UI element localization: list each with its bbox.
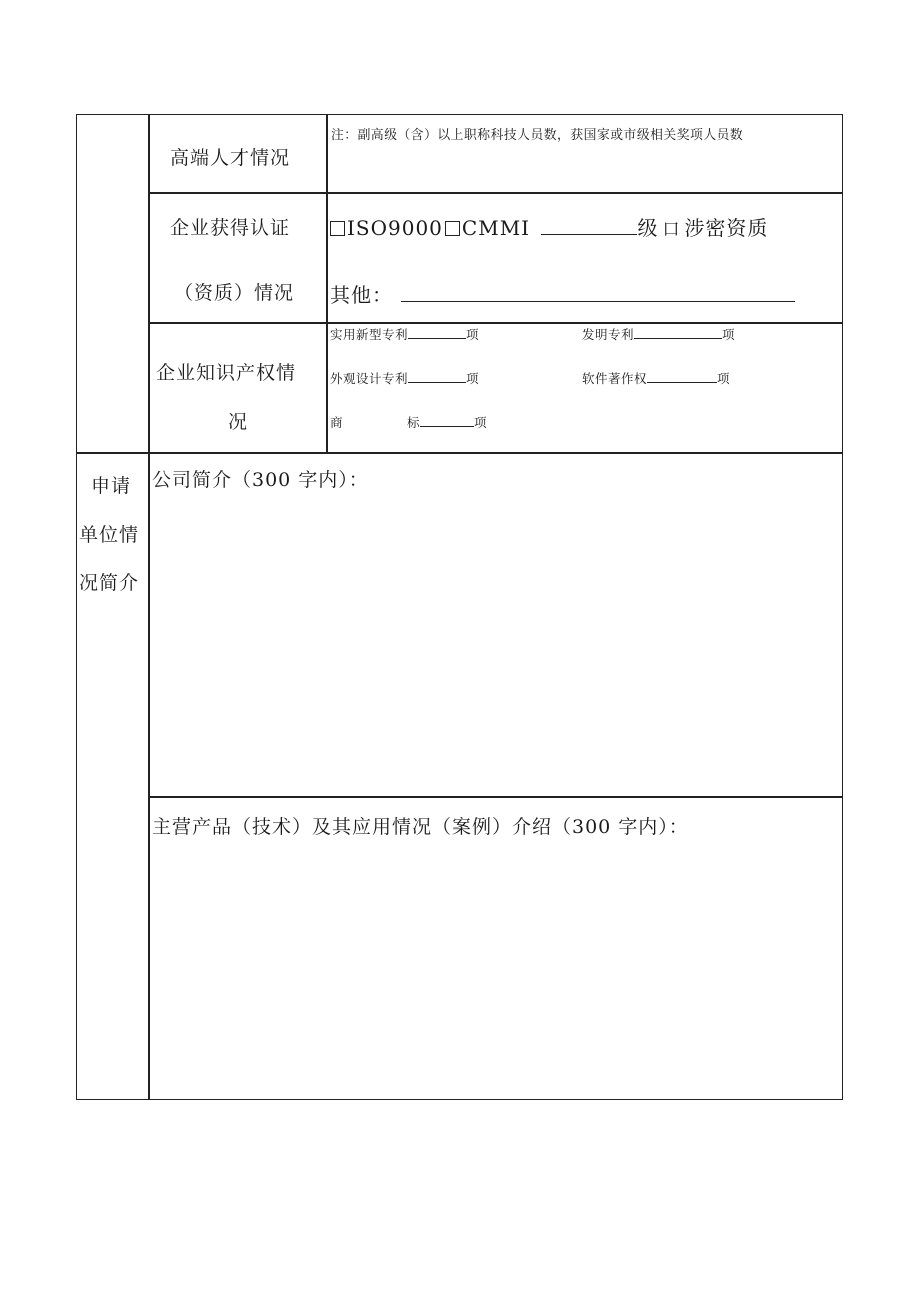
trademark xyxy=(330,413,487,431)
row-divider-2 xyxy=(148,322,843,324)
certification-label-line2: （资质）情况 xyxy=(174,282,295,304)
software-copyright-blank[interactable] xyxy=(647,382,717,383)
iso-option-label: ISO9000 xyxy=(347,216,443,240)
row-divider-3 xyxy=(76,452,843,454)
cmmi-level-suffix: 级 xyxy=(637,216,659,240)
products-intro-heading: 主营产品（技术）及其应用情况（案例）介绍（300 字内）： xyxy=(152,816,689,838)
design-patent-blank[interactable] xyxy=(408,382,466,383)
software-copyright-label: 软件著作权 xyxy=(582,371,648,386)
talent-label: 高端人才情况 xyxy=(170,147,291,169)
ip-label-line2: 况 xyxy=(228,411,249,433)
trademark-unit: 项 xyxy=(474,415,488,430)
design-patent-unit: 项 xyxy=(466,371,480,386)
trademark-char2: 标 xyxy=(407,415,421,430)
company-intro-heading: 公司简介（300 字内）： xyxy=(152,469,369,491)
trademark-blank[interactable] xyxy=(420,426,474,427)
section-side-label-line3: 况简介 xyxy=(79,572,140,594)
row-divider-1 xyxy=(148,192,843,194)
talent-note: 注：副高级（含）以上职称科技人员数，获国家或市级相关奖项人员数 xyxy=(331,128,744,143)
other-label: 其他： xyxy=(330,283,393,307)
invention-patent-blank[interactable] xyxy=(634,338,722,339)
invention-patent-label: 发明专利 xyxy=(582,327,635,342)
column-divider-2 xyxy=(326,114,328,453)
secret-checkbox[interactable]: 口 xyxy=(662,220,681,240)
ip-label-line1: 企业知识产权情 xyxy=(156,362,297,384)
secret-option-label: 涉密资质 xyxy=(684,216,769,240)
products-intro-area[interactable] xyxy=(150,846,840,1096)
iso-checkbox[interactable] xyxy=(330,221,345,236)
section-side-label-line1: 申请 xyxy=(91,475,132,497)
cmmi-option-label: CMMI xyxy=(461,216,531,240)
trademark-char1: 商 xyxy=(330,415,344,430)
company-intro-area[interactable] xyxy=(150,500,840,792)
other-certification xyxy=(330,279,795,308)
software-copyright-unit: 项 xyxy=(717,371,731,386)
section-side-label-line2: 单位情 xyxy=(79,524,140,546)
design-patent xyxy=(330,369,479,387)
certification-options xyxy=(330,212,768,241)
utility-patent-label: 实用新型专利 xyxy=(330,327,409,342)
utility-patent-blank[interactable] xyxy=(408,338,466,339)
software-copyright xyxy=(582,369,730,387)
utility-patent xyxy=(330,325,479,343)
utility-patent-unit: 项 xyxy=(466,327,480,342)
invention-patent-unit: 项 xyxy=(722,327,736,342)
invention-patent xyxy=(582,325,735,343)
row-divider-4 xyxy=(148,796,843,798)
cmmi-checkbox[interactable] xyxy=(445,221,460,236)
design-patent-label: 外观设计专利 xyxy=(330,371,409,386)
other-input-blank[interactable] xyxy=(401,301,795,302)
certification-label-line1: 企业获得认证 xyxy=(170,217,291,239)
cmmi-level-blank[interactable] xyxy=(541,234,637,235)
